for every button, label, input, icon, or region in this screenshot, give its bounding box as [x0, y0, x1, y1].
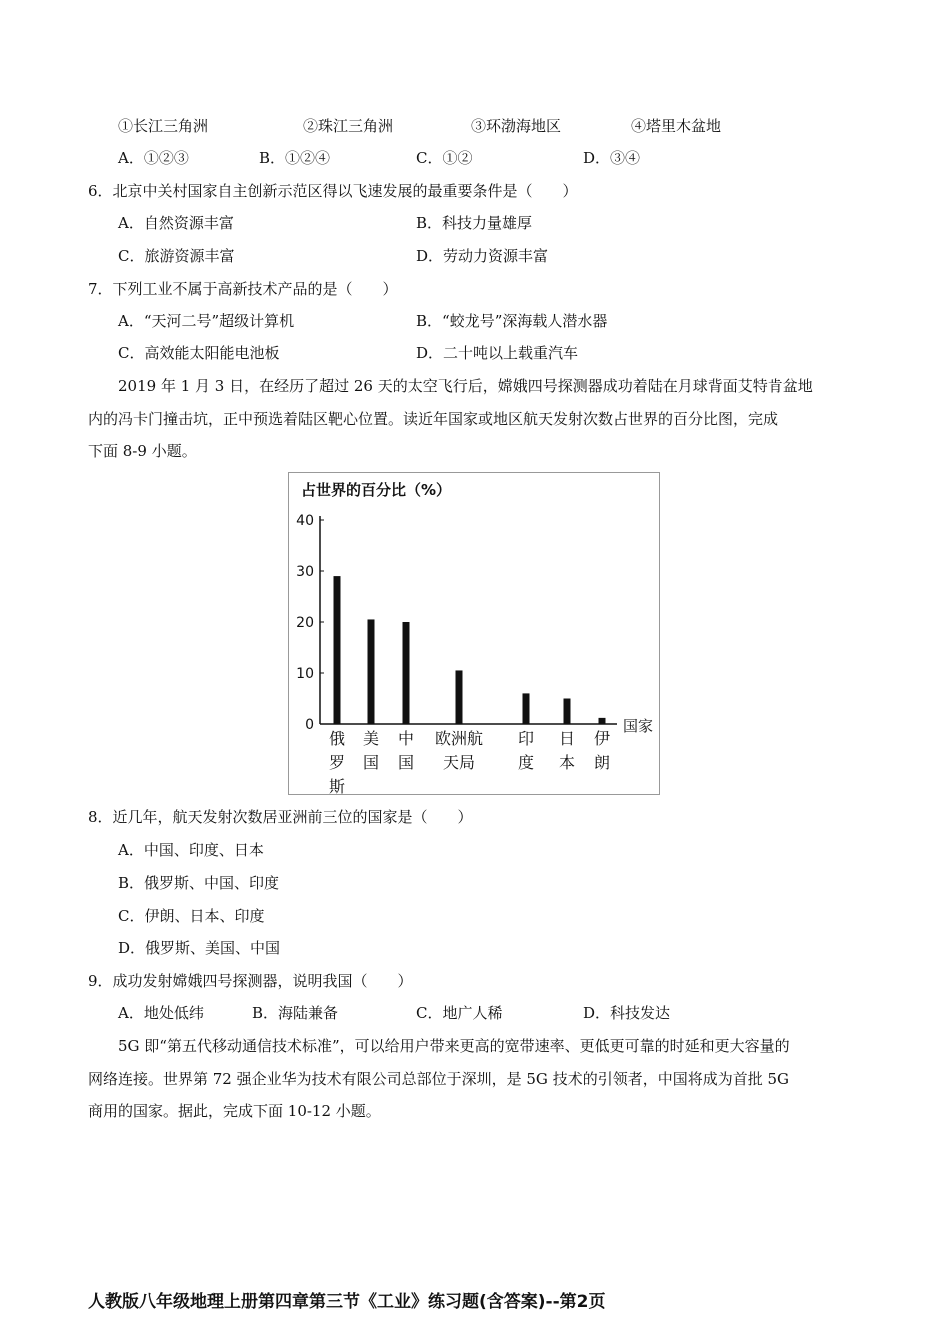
q8-option-b: B．俄罗斯、中国、印度	[118, 874, 280, 892]
q9-option-c: C．地广人稀	[416, 1004, 503, 1022]
passage1-line-2: 内的冯卡门撞击坑，正中预选着陆区靶心位置。读近年国家或地区航天发射次数占世界的百分比图，完成	[88, 410, 779, 428]
category-label: 中	[397, 729, 415, 748]
category-label: 天局	[442, 753, 476, 772]
q9-stem: 9．成功发射嫦娥四号探测器，说明我国（ ）	[88, 972, 413, 990]
passage2-line-3: 商用的国家。据此，完成下面 10-12 小题。	[88, 1102, 381, 1120]
passage2-line-1: 5G 即“第五代移动通信技术标准”，可以给用户带来更高的宽带速率、更低更可靠的时延和更大容量的	[118, 1037, 790, 1055]
category-label: 日	[558, 729, 576, 748]
chart-title: 占世界的百分比（%）	[301, 481, 452, 499]
category-label: 罗	[328, 753, 346, 772]
q6-option-c: C．旅游资源丰富	[118, 247, 235, 265]
y-tick-label: 40	[296, 513, 314, 529]
bar-1	[334, 576, 341, 724]
chart-svg	[289, 473, 659, 794]
bar-3	[403, 622, 410, 724]
q6-option-a: A．自然资源丰富	[118, 214, 234, 232]
q5-item-4: ④塔里木盆地	[631, 117, 722, 135]
category-label: 俄	[328, 729, 346, 748]
q5-option-a: A．①②③	[118, 149, 189, 167]
q5-item-2: ②珠江三角洲	[303, 117, 394, 135]
q6-option-d: D．劳动力资源丰富	[416, 247, 549, 265]
bar-6	[564, 699, 571, 725]
q5-option-c: C．①②	[416, 149, 473, 167]
bar-2	[368, 619, 375, 724]
y-tick-label: 0	[305, 717, 314, 733]
q7-option-d: D．二十吨以上载重汽车	[416, 344, 579, 362]
q7-option-b: B．“蛟龙号”深海载人潜水器	[416, 312, 608, 330]
q9-option-b: B．海陆兼备	[252, 1004, 339, 1022]
category-label: 斯	[328, 777, 346, 794]
passage1-line-3: 下面 8-9 小题。	[88, 442, 197, 460]
q8-stem: 8．近几年，航天发射次数居亚洲前三位的国家是（ ）	[88, 808, 473, 826]
category-label: 印	[517, 729, 535, 748]
category-label: 度	[517, 753, 535, 772]
q7-stem: 7．下列工业不属于高新技术产品的是（ ）	[88, 280, 398, 298]
category-label: 朗	[593, 753, 611, 772]
passage2-line-2: 网络连接。世界第 72 强企业华为技术有限公司总部位于深圳，是 5G 技术的引领者，中国将成为首批 5G	[88, 1070, 789, 1088]
category-label: 伊	[593, 729, 611, 748]
bar-7	[599, 718, 606, 724]
q8-option-c: C．伊朗、日本、印度	[118, 907, 265, 925]
q6-option-b: B．科技力量雄厚	[416, 214, 533, 232]
y-tick-label: 30	[296, 564, 314, 580]
bar-5	[523, 693, 530, 724]
category-label: 美	[362, 729, 380, 748]
q5-option-d: D．③④	[583, 149, 641, 167]
q7-option-c: C．高效能太阳能电池板	[118, 344, 280, 362]
q7-option-a: A．“天河二号”超级计算机	[118, 312, 295, 330]
q5-option-b: B．①②④	[259, 149, 331, 167]
category-label: 欧洲航	[434, 729, 484, 748]
category-label: 国	[397, 753, 415, 772]
category-label: 国	[362, 753, 380, 772]
x-axis-label: 国家	[623, 717, 654, 735]
q9-option-d: D．科技发达	[583, 1004, 671, 1022]
category-label: 本	[558, 753, 576, 772]
q5-item-3: ③环渤海地区	[471, 117, 562, 135]
bar-4	[456, 670, 463, 724]
q5-item-1: ①长江三角洲	[118, 117, 209, 135]
launch-share-chart	[288, 472, 660, 795]
q9-option-a: A．地处低纬	[118, 1004, 204, 1022]
passage1-line-1: 2019 年 1 月 3 日，在经历了超过 26 天的太空飞行后，嫦娥四号探测器成功着陆在月球背面艾特肯盆地	[118, 377, 813, 395]
q8-option-d: D．俄罗斯、美国、中国	[118, 939, 281, 957]
q6-stem: 6．北京中关村国家自主创新示范区得以飞速发展的最重要条件是（ ）	[88, 182, 578, 200]
y-tick-label: 20	[296, 615, 314, 631]
q8-option-a: A．中国、印度、日本	[118, 841, 264, 859]
y-tick-label: 10	[296, 666, 314, 682]
page-footer: 人教版八年级地理上册第四章第三节《工业》练习题(含答案)--第2页	[88, 1292, 606, 1312]
